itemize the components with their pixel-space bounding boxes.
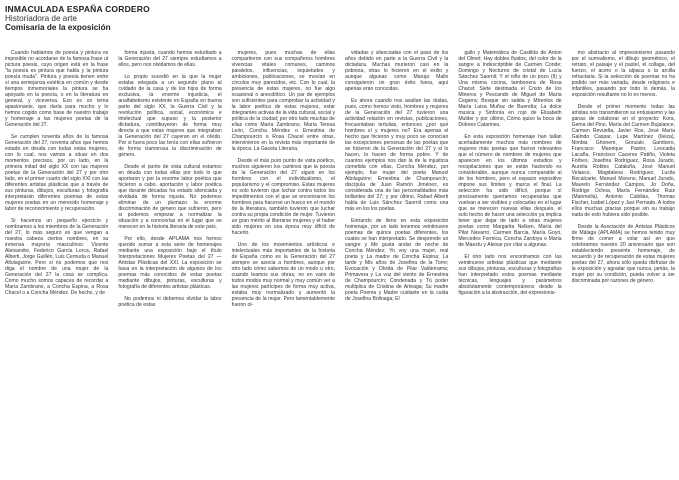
text-column-2 bbox=[118, 50, 221, 474]
paragraph: Es ahora cuando nos asaltan las dudas, pues, como hemos visto, hombres y mujeres de la Generación del 27 tuvieron una actividad relación en revistas, publicaciones, frecuentaban tertulias, entonces ¿por qué hombres sí y mujeres no? Era apenas el hecho que hicieron y muy poco se conocían las excepciones personas de las poetas que se hicieron de la Generación del 27 y si lo hacen, lo hacen de forma pobre. Y de cuantos ejemplos nos dan la de la injusticia cometida con ellas, Concha Méndez, por ejemplo, fue mujer del poeta Manuel Altolaguirre; Ernestina de Champourcín, discípula de Juan Ramón Jiménez, es considerada una de las personalidades más brillantes del 27; y por último, Rafael Alberti habla de Luis Sánchez Saornil como una más en los los poetas. bbox=[344, 97, 449, 212]
paragraph: Desde la Asociación de Artistas Plásticos de Málaga (APLAMA) se hemos tenido muy firme de comer a volar así en que celebramos nuestro 20 aniversario que son estableciendo presente homenaje, de recuerdo y de recuperación de estas mujeres poetas del 27, ahora sólo queda disfrutar de la exposición y agradar que nunca, jamás, la mujer por su condición, pueda volver a ser discriminada por razones de género. bbox=[571, 223, 675, 284]
author-role: Historiadora de arte bbox=[5, 14, 77, 24]
text-column-4 bbox=[345, 50, 448, 474]
paragraph: El otro lado nos encontramos con las veintinueve artistas plásticas que mediante sus dibujos, pinturas, esculturas y fotografías han interpretado estos poemas mediante técnicas, lenguajes y parámetros absolutamente contemporáneos desde la figuración a la abstracción, del expresionis- bbox=[458, 253, 562, 296]
paragraph: Cuando hablamos de poesía y pintura es imposible no acordarse de la famosa frase ut pictura poesis, cuyo origen está en la frase "la poesía es pintura que habla y la pintura poesía muda". Pintura y poesía tienen entre sí una semejanza estética en común y desde tiempos inmemoriales la pintura se ha apoyado en la poesía, o en la literatura en general, y viceversa. Eso es un tema apasionante, que daría para mucho y lo hemos cogido como base de nuestro trabajo y homenaje a las mujeres poetas de la Generación del 27. bbox=[5, 50, 109, 128]
text-column-3 bbox=[232, 50, 335, 474]
text-column-6 bbox=[572, 50, 675, 474]
author-name: INMACULADA ESPAÑA CORDERO bbox=[5, 4, 150, 14]
text-column-5 bbox=[458, 50, 561, 474]
paragraph: Desde el más puro punto de vista poético, muchos siguieron los caminos que la poesía de la Generación del 27 siguió en los hombres con el individualismo, el popularismo y el compromiso. Estas mujeres no solo tuvieron que luchar contra todos los impedimentos con el que se encontraron los hombres para hacerse un hueco en el mundo de la literatura, también tuvieron que luchar contra su propia condición de mujer. Tuvieron un gran mérito al liberarse mujeres y el haber sido mujeres en una época muy difícil de hacerlo. bbox=[231, 157, 335, 236]
paragraph: Si hacemos un pequeño ejercicio y nombramos a los miembros de la Generación del 27, lo más seguro es que vengan a nuestra cabeza ciertos nombres, en su inmensa mayoría masculinos: Vicente Aleixandre, Federico García Lorca, Rafael Alberti, Jorge Guillén, Luis Cernuda o Manuel Altolaguirre. Pero si no podemos que nos diga el nombre de una mujer de la Generación del 27 la cosa se complica. Como mucho somos capaces de recordar a María Zambrano, a Concha Espina, a Rosa Chacel o a Concha Méndez. De hecho, y de bbox=[5, 217, 109, 296]
paragraph: mujeres, pues muchas de ellas compartieron con sus compañeros hombres vivencias vitales comunes, caminos paralelos, influencias, inquietudes y ambiciones, publicaciones, se movían en círculos muy parecidos, etc. Con lo cual, la presencia de estas mujeres, no fue algo ocasional o anecdótico. Un par de ejemplos son suficientes para comprobar la actividad y la labor poética de estas mujeres, estar integrantes activas de la vida cultural, social y política de la ciudad; por otro lado muchas de ellas como María Zambrano, María Teresa León, Concha Méndez o Ernestina de Champourcín o Rosa Chacel entre otras, intervinieron en la revista más importante de la época: La Gaceta Literaria. bbox=[231, 50, 335, 152]
paragraph: Entrando de lleno en esta exposición homenaje, por un lado tenemos veintinueve poemas de quince poetas diferentes, los cuales se han interpretado. Se desprende un sangre y Me gusta andar de noche de Concha Méndez; Yo voy una mujer, real poeta y La madre de Concha Espina; La tarde y Mis años de Josefina de la Torre; Evocación y Olvida de Pilar Valderrama; Primavera y La voz del viento de Ernestina de Champourcín; Condenada y Tú poder multiplica de Cristina de Arteaga; Su madre poeta Poema y Madre cuidaste en la cuida de Josefina Bolinaga; El bbox=[344, 217, 449, 302]
paragraph: mo abstracto al impresionismo pasando por el surrealismo, el dibujo geométrico, el retrato, el paisaje y el pastel, el collage, del fuerzo, el acero o la alpaca o la arcilla refractaria. Si la selección de poemas no ha podido ser más variada, desde religiosos e infantiles, pasando por todo lo demás, la exposición resultante no lo es menos. bbox=[571, 50, 675, 98]
paragraph: vidadas y silenciadas con el paso de los años debido en parte a la Guerra Civil y la dictadura. Muchas murieron casi en la pobreza, otras lo hicieron en el exilio y aunque algunas como Maruja Mallo consiguieron un gran éxito fuera, aquí apenas eran conocidas. bbox=[344, 50, 449, 92]
curator-role: Comisaria de la exposición bbox=[5, 23, 111, 33]
text-column-1 bbox=[5, 50, 108, 474]
paragraph: Desde el primer momento todas las artistas nos transmitieron su entusiasmo y las ganas de colaborar en el proyecto: Kora, Gema del Pino, María del Carmen Bujalance, Carmen Revuelta, Javier Ros, José María Galindo Caspar, Lupe Martínez (Ileiza), Nimbia Ghonem, Gonzalo Gambero, Francisco Manrique Pastor, Leocadia Lacaña, Francisco Caceres Patiño, Violeta Forbes, Josefina Rodríguez, Rosa Jurado, Aurelia Robles Cataluña, José Manuel Velasco, Magdalena Rodríguez, Lucila Recalcarte, Manuel Moreno, Manuel Jurado, Maurelo Fernández Campos, Jo Doña, Rodrigo Ochoa, María Fernández Ruiz (Marimella), Antonio Cubillas, Thomas Fischer, Isabel López y Javi Pernado. A todos ellos muchas gracias porque sin su trabajo nada de esto hubiera sido posible. bbox=[571, 103, 675, 218]
paragraph: gallo y Matemática de Castilda de Anton del Olmet; Hay dobles fluidos, del color de la sangre a Indescriptible de Carmen Conde; Domingo y Nocturno de cristal de Lucía Sánchez Saornil; Y el niño de un pozo (II) y Una misma cocina, tambonera de Rosa Chacel; Siete destinada el Cristo de los Mineros y Pescando de Miguel de María Cegarra; Bosque sin salida y Mírenlos de María Luisa Muñoz de Buendía; La dolce musica y Sinfonía en rojo de Elisabeth Mulder y por último, Cómo quiso la boca de Dolores Catarineu. bbox=[458, 50, 562, 128]
paragraph: Se cumplen noventa años de la famosa Generación del 27, noventa años que hemos estado en deuda con todas estas mujeres, con lo cual, nos vamos a situar en dos momentos precisos, por un lado, en la primera mitad del siglo XX con las mujeres poetas de la Generación del 27 y por otro lado, en el primer cuarto del siglo XXI con las diferentes artistas plásticas que a través de sus pinturas, dibujos, esculturas y fotografía interpretarán diferentes poemas de estas mujeres poetas en un merecido homenaje y labor de reconocimiento y recuperación. bbox=[5, 133, 109, 212]
paragraph: Uno de los movimientos artísticos e intelectuales más importantes de la historia de España como es la Generación del 27 siempre se asocia a hombres, aunque por otro lado cómo sabemos de un modo u otro, cuando leamos sus obras, no en vano de todos modos muy normal y muy común ver a las mujeres partícipes de forma muy activa, estaba muy normalizado y aumentó la presencia de la mujer. Pero lamentablemente fueron ol- bbox=[231, 241, 335, 308]
paragraph: forma injusta, cuando hemos estudiado a la Generación del 27 siempre estudiamos a ellos, pero nos olvidamos de ellas. bbox=[118, 50, 222, 68]
paragraph: Lo propio sucedió en la que la mujer estaba relegada a un segundo plano al cuidado de la casa y de los hijos de forma exclusiva, la enorme injusticia, el analfabetismo existente en España en buena parte del siglo XX, la Guerra Civil y la revolución política, social, económica e intelectual que supuso y la posterior dictadura, contribuyeron de forma muy directa a que estas mujeres que integraban la Generación del 27 cayeran en el olvido. Por si fuera poco las tenía con ellas sufrieron de forma clamorosa la discriminación de género. bbox=[118, 73, 222, 158]
paragraph: Desde el punto de vista cultural estamos en deuda con todas ellas por todo lo que aportaron y por la enorme labor poética que hicieron a cabo, aportación y labor poética que durante décadas ha estado silenciada y olvidada de forma injusta. No podemos eliminar de un plumazo la enorme discriminación de género que sufrieron, pero si podemos empezar a normalizar la situación y a conocerlas en el lugar que se merecen en la historia literaria de este país. bbox=[118, 163, 222, 230]
paragraph: Por ello, desde APLAMA nos hemos querido sumar a esta serie de homenajes mediante una exposición bajo el título Interpretaciones Mujeres Poetas del 27 —Artistas Plásticas del XXI. La exposición se basa en la interpretación de algunos de los poemas más conocidos de estas poetas mediante dibujos, pinturas, esculturas y fotografía de diferentes artistas plásticas. bbox=[118, 235, 222, 290]
article-header bbox=[5, 5, 150, 32]
text-columns bbox=[5, 50, 675, 474]
paragraph: No podemos ni debemos olvidar la labor poética de estas bbox=[118, 295, 222, 308]
paragraph: En esta exposición homenaje han tallan acertadamente muchos más nombres de mujeres más poetas que fueron relevantes que el número de nombres de mujeres que aparecen en los últimos estudios y recopilaciones que se están haciendo es considerable, aunque nunca comparable al de los hombres, pero el espacio expositivo impone sus límites y marca el final. La selección ha sido difícil, porque sí precisamente queríamos recuperarlas que vuelvan a ser visibles y colocarlas en el lugar que se merecen nuevas ellas después, el solo hecho de hacer una selección ya implica tener que dejar de lado a otras mujeres poetas como Margarita Nelken, María del Pilar Navarro, Carmen Barcia, María Goyri, Mercedes Formica, Concha Zardoya o María de Maeztu y Aleixar por citar a algunas. bbox=[458, 133, 562, 248]
